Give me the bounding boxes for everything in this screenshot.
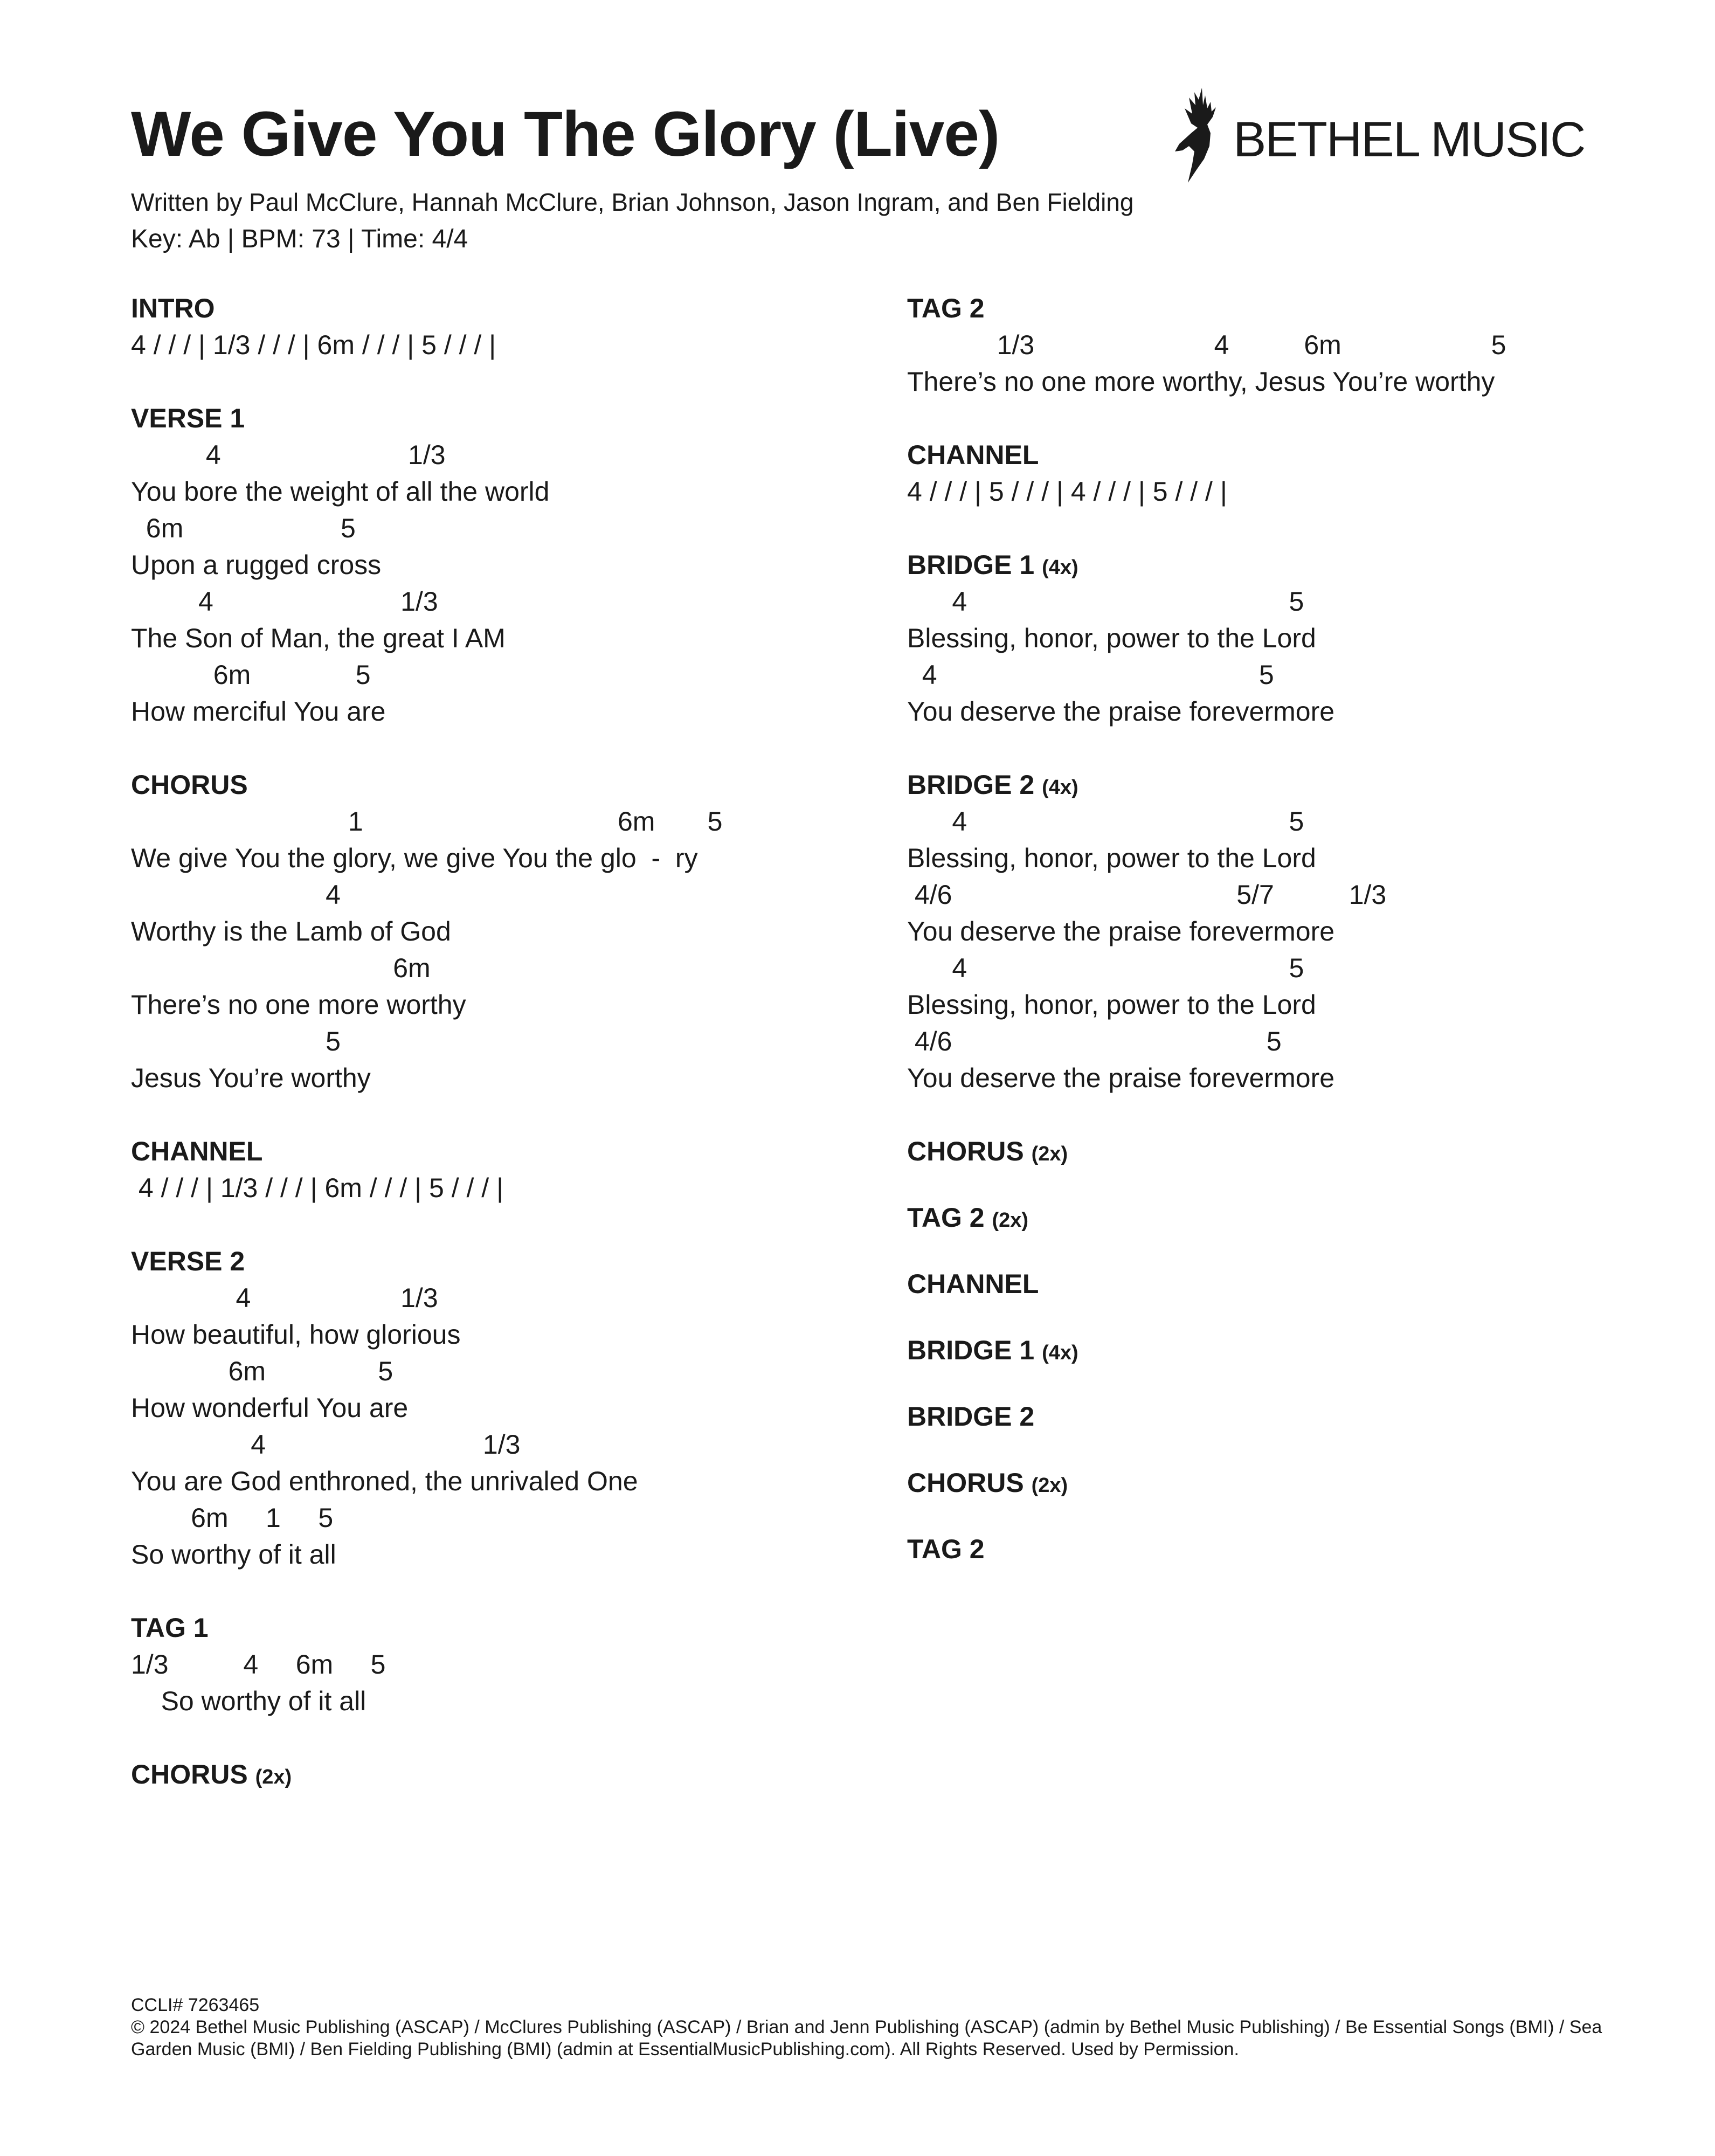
right-column xyxy=(907,290,1608,1597)
repeat-count: (2x) xyxy=(1031,1474,1068,1497)
section-bridge-1 xyxy=(907,547,1608,730)
section-verse-1 xyxy=(131,400,864,730)
song-line: 1/3 4 6m 5 xyxy=(907,330,1506,360)
song-line: You deserve the praise forevermore xyxy=(907,1063,1335,1093)
section-heading xyxy=(131,1133,864,1170)
section-name: BRIDGE 1 xyxy=(907,1335,1035,1365)
song-line: You deserve the praise forevermore xyxy=(907,916,1335,946)
section-tag-2 xyxy=(907,1199,1608,1236)
song-line: 4 1/3 xyxy=(131,440,446,470)
section-name: VERSE 1 xyxy=(131,403,245,433)
section-intro xyxy=(131,290,864,363)
section-heading xyxy=(907,1464,1608,1501)
section-name: TAG 2 xyxy=(907,293,985,323)
section-bridge-2 xyxy=(907,1398,1608,1435)
song-line: 1/3 4 6m 5 xyxy=(131,1649,386,1680)
copyright-notice: © 2024 Bethel Music Publishing (ASCAP) / McClures Publishing (ASCAP) / Brian and Jenn Publishing (ASCAP) (admin by Bethel Music Publishing) / Be Essential Songs (BMI) / Sea Garden Music (BMI) / Ben Fielding Publishing (BMI) (admin at EssentialMusicPublishing.com). All Rights Reserved. Used by Permission. xyxy=(131,2017,1602,2060)
section-name: CHORUS xyxy=(907,1468,1024,1498)
section-tag-1 xyxy=(131,1609,864,1719)
song-line: So worthy of it all xyxy=(131,1686,366,1716)
song-title: We Give You The Glory (Live) xyxy=(131,99,1000,170)
song-line: 4 5 xyxy=(907,806,1304,837)
song-line: How wonderful You are xyxy=(131,1393,409,1423)
section-name: TAG 2 xyxy=(907,1534,985,1564)
key-bpm-time: Key: Ab | BPM: 73 | Time: 4/4 xyxy=(131,225,468,253)
section-bridge-1 xyxy=(907,1332,1608,1369)
song-line: 4 xyxy=(131,880,341,910)
section-tag-2 xyxy=(907,1531,1608,1567)
song-line: Upon a rugged cross xyxy=(131,550,382,580)
song-line: 1 6m 5 xyxy=(131,806,723,837)
section-heading xyxy=(907,290,1608,327)
section-heading xyxy=(131,1243,864,1280)
song-line: Worthy is the Lamb of God xyxy=(131,916,451,946)
song-line: 4/6 5 xyxy=(907,1026,1282,1056)
song-line: Jesus You’re worthy xyxy=(131,1063,371,1093)
section-channel xyxy=(907,437,1608,510)
song-line: 4 1/3 xyxy=(131,1429,521,1460)
section-heading xyxy=(907,1398,1608,1435)
section-chorus xyxy=(907,1464,1608,1501)
section-heading xyxy=(907,1133,1608,1170)
ccli-number: CCLI# 7263465 xyxy=(131,1995,260,2015)
song-line: 4 / / / | 5 / / / | 4 / / / | 5 / / / | xyxy=(907,476,1227,507)
song-line: There’s no one more worthy xyxy=(131,990,466,1020)
section-name: CHANNEL xyxy=(907,1269,1039,1299)
section-chorus xyxy=(131,766,864,1096)
section-heading xyxy=(907,1531,1608,1567)
section-verse-2 xyxy=(131,1243,864,1573)
repeat-count: (4x) xyxy=(1042,776,1078,799)
section-heading xyxy=(907,437,1608,473)
bethel-music-logo xyxy=(1164,84,1585,186)
section-name: INTRO xyxy=(131,293,215,323)
song-line: 6m 5 xyxy=(131,660,371,690)
song-line: Blessing, honor, power to the Lord xyxy=(907,843,1316,873)
writers-credit: Written by Paul McClure, Hannah McClure, Brian Johnson, Jason Ingram, and Ben Fielding xyxy=(131,188,1134,216)
song-line: 4 5 xyxy=(907,586,1304,617)
section-chorus xyxy=(907,1133,1608,1170)
section-name: BRIDGE 2 xyxy=(907,1401,1035,1432)
song-line: There’s no one more worthy, Jesus You’re worthy xyxy=(907,367,1495,397)
section-name: CHORUS xyxy=(907,1136,1024,1166)
song-line: The Son of Man, the great I AM xyxy=(131,623,506,653)
footer xyxy=(131,1994,1608,2061)
song-line: So worthy of it all xyxy=(131,1539,336,1570)
song-line: 4 5 xyxy=(907,953,1304,983)
section-name: VERSE 2 xyxy=(131,1246,245,1276)
section-channel xyxy=(131,1133,864,1206)
section-name: TAG 2 xyxy=(907,1203,985,1233)
song-line: 4/6 5/7 1/3 xyxy=(907,880,1387,910)
brand-name: BETHEL MUSIC xyxy=(1233,112,1585,167)
repeat-count: (4x) xyxy=(1042,556,1078,579)
song-line: 4 / / / | 1/3 / / / | 6m / / / | 5 / / / | xyxy=(131,330,496,360)
song-line: You bore the weight of all the world xyxy=(131,476,550,507)
section-name: CHORUS xyxy=(131,770,248,800)
section-heading xyxy=(131,766,864,803)
section-tag-2 xyxy=(907,290,1608,400)
deer-head-icon xyxy=(1164,84,1229,186)
section-heading xyxy=(907,1332,1608,1369)
song-line: Blessing, honor, power to the Lord xyxy=(907,623,1316,653)
repeat-count: (2x) xyxy=(255,1766,292,1788)
section-heading xyxy=(131,290,864,327)
section-name: BRIDGE 1 xyxy=(907,550,1035,580)
song-line: 4 1/3 xyxy=(131,1283,438,1313)
repeat-count: (2x) xyxy=(1031,1143,1068,1165)
song-line: 6m xyxy=(131,953,431,983)
section-heading xyxy=(131,1756,864,1793)
song-line: 6m 1 5 xyxy=(131,1503,334,1533)
song-line: 6m 5 xyxy=(131,513,356,543)
section-heading xyxy=(907,547,1608,583)
left-column xyxy=(131,290,864,1822)
song-line: 6m 5 xyxy=(131,1356,393,1386)
repeat-count: (2x) xyxy=(992,1209,1029,1232)
section-name: TAG 1 xyxy=(131,1613,209,1643)
song-line: 5 xyxy=(131,1026,341,1056)
song-line: You deserve the praise forevermore xyxy=(907,696,1335,727)
section-name: BRIDGE 2 xyxy=(907,770,1035,800)
song-line: 4 / / / | 1/3 / / / | 6m / / / | 5 / / / | xyxy=(131,1173,504,1203)
section-heading xyxy=(131,1609,864,1646)
section-name: CHORUS xyxy=(131,1759,248,1789)
section-channel xyxy=(907,1266,1608,1302)
section-chorus xyxy=(131,1756,864,1793)
song-line: How merciful You are xyxy=(131,696,386,727)
repeat-count: (4x) xyxy=(1042,1342,1078,1364)
song-line: Blessing, honor, power to the Lord xyxy=(907,990,1316,1020)
section-name: CHANNEL xyxy=(131,1136,263,1166)
song-line: You are God enthroned, the unrivaled One xyxy=(131,1466,638,1496)
section-name: CHANNEL xyxy=(907,440,1039,470)
song-line: 4 1/3 xyxy=(131,586,438,617)
song-line: 4 5 xyxy=(907,660,1274,690)
song-line: How beautiful, how glorious xyxy=(131,1319,461,1350)
section-heading xyxy=(907,766,1608,803)
section-heading xyxy=(131,400,864,437)
song-line: We give You the glory, we give You the glo - ry xyxy=(131,843,698,873)
section-bridge-2 xyxy=(907,766,1608,1096)
section-heading xyxy=(907,1266,1608,1302)
section-heading xyxy=(907,1199,1608,1236)
